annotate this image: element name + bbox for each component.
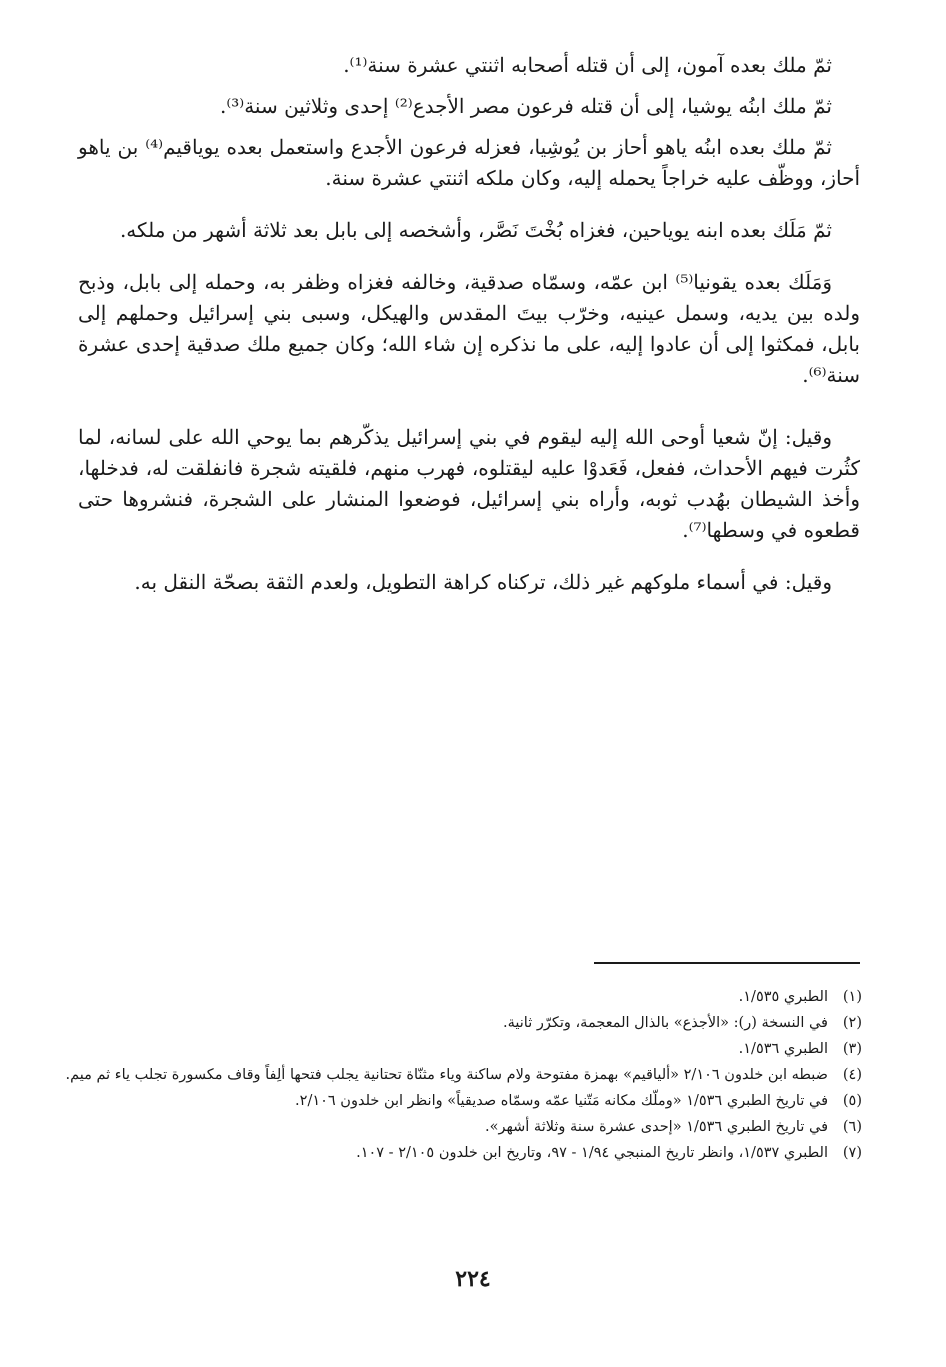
footnote-item <box>56 1140 862 1166</box>
footnote-item <box>56 1088 862 1114</box>
paragraph-josiah: ثمّ ملك ابنُه يوشيا، إلى أن قتله فرعون مصر الأجدع⁽²⁾ إحدى وثلاثين سنة⁽³⁾. <box>219 94 832 118</box>
paragraph-jehoahaz: ثمّ ملك بعده ابنُه ياهو أحاز بن يُوشِيا، فعزله فرعون الأجدع واستعمل بعده يوياقيم⁽⁴⁾ بن ياهو أحاز، ووظّف عليه خراجاً يحمله إليه، وكان ملكه اثنتي عشرة سنة. <box>78 135 860 190</box>
page-number: ٢٢٤ <box>455 1266 491 1292</box>
paragraph-jehoiachin: ثمّ مَلَك بعده ابنه يوياحين، فغزاه بُخْتَ نَصَّر، وأشخصه إلى بابل بعد ثلاثة أشهر من ملكه. <box>119 218 832 242</box>
footnotes-list <box>56 984 862 1166</box>
footnote-item <box>56 1062 862 1088</box>
footnote-item <box>56 1114 862 1140</box>
footnote-text: في تاريخ الطبري ١/٥٣٦ «وملّك مكانه مَتّنيا عمّه وسمّاه صديقياً» وانظر ابن خلدون ٢/١٠٦. <box>295 1093 828 1109</box>
footnote-text: الطبري ١/٥٣٥. <box>738 989 828 1005</box>
footnote-text: في النسخة (ر): «الأجذع» بالذال المعجمة، وتكرّر ثانية. <box>502 1015 828 1031</box>
footnote-number: (٢) <box>842 1015 862 1031</box>
footnote-text: ضبطه ابن خلدون ٢/١٠٦ «ألياقيم» بهمزة مفتوحة ولام ساكنة وياء مثنّاة تحتانية يجلب فتحها ألِفاً وقاف مكسورة تجلب ياء ثم ميم. <box>65 1067 828 1083</box>
footnote-number: (٤) <box>842 1067 862 1083</box>
main-text <box>78 50 860 598</box>
footnote-number: (٥) <box>842 1093 862 1109</box>
footnote-text: في تاريخ الطبري ١/٥٣٦ «إحدى عشرة سنة وثلاثة أشهر». <box>484 1119 828 1135</box>
footnote-number: (١) <box>842 989 862 1005</box>
footnote-divider <box>594 962 860 964</box>
footnote-item <box>56 1010 862 1036</box>
footnote-item <box>56 984 862 1010</box>
paragraph-zedekiah: وَمَلَك بعده يقونيا⁽⁵⁾ ابن عمّه، وسمّاه صدقية، وخالفه فغزاه وظفر به، وحمله إلى بابل، وذبح ولده بين يديه، وسمل عينيه، وخرّب بيتَ المقدس والهيكل، وسبى بني إسرائيل وحملهم إلى بابل، فمكثوا إلى أن عادوا إليه، على ما نذكره إن شاء الله؛ وكان جميع ملك صدقية إحدى عشرة سنة⁽⁶⁾. <box>78 270 860 387</box>
footnote-number: (٧) <box>842 1145 862 1161</box>
footnote-text: الطبري ١/٥٣٧، وانظر تاريخ المنبجي ١/٩٤ - ٩٧، وتاريخ ابن خلدون ٢/١٠٥ - ١٠٧. <box>356 1145 828 1161</box>
paragraph-closing-note: وقيل: في أسماء ملوكهم غير ذلك، تركناه كراهة التطويل، ولعدم الثقة بصحّة النقل به. <box>134 570 832 594</box>
paragraph-isaiah: وقيل: إنّ شعيا أوحى الله إليه ليقوم في بني إسرائيل يذكّرهم بما يوحي الله على لسانه، لما كثُرت فيهم الأحداث، ففعل، فَعَدوْا عليه ليقتلوه، فهرب منهم، فلقيته شجرة فانفلقت له، فدخلها، وأخذ الشيطان بهُدب ثوبه، وأراه بني إسرائيل، فوضعوا المنشار على الشجرة، فنشروها حتى قطعوه في وسطها⁽⁷⁾. <box>78 425 860 542</box>
footnote-number: (٦) <box>842 1119 862 1135</box>
footnote-number: (٣) <box>842 1041 862 1057</box>
footnote-item <box>56 1036 862 1062</box>
paragraph-amon: ثمّ ملك بعده آمون، إلى أن قتله أصحابه اثنتي عشرة سنة⁽¹⁾. <box>343 53 832 77</box>
footnote-text: الطبري ١/٥٣٦. <box>738 1041 828 1057</box>
